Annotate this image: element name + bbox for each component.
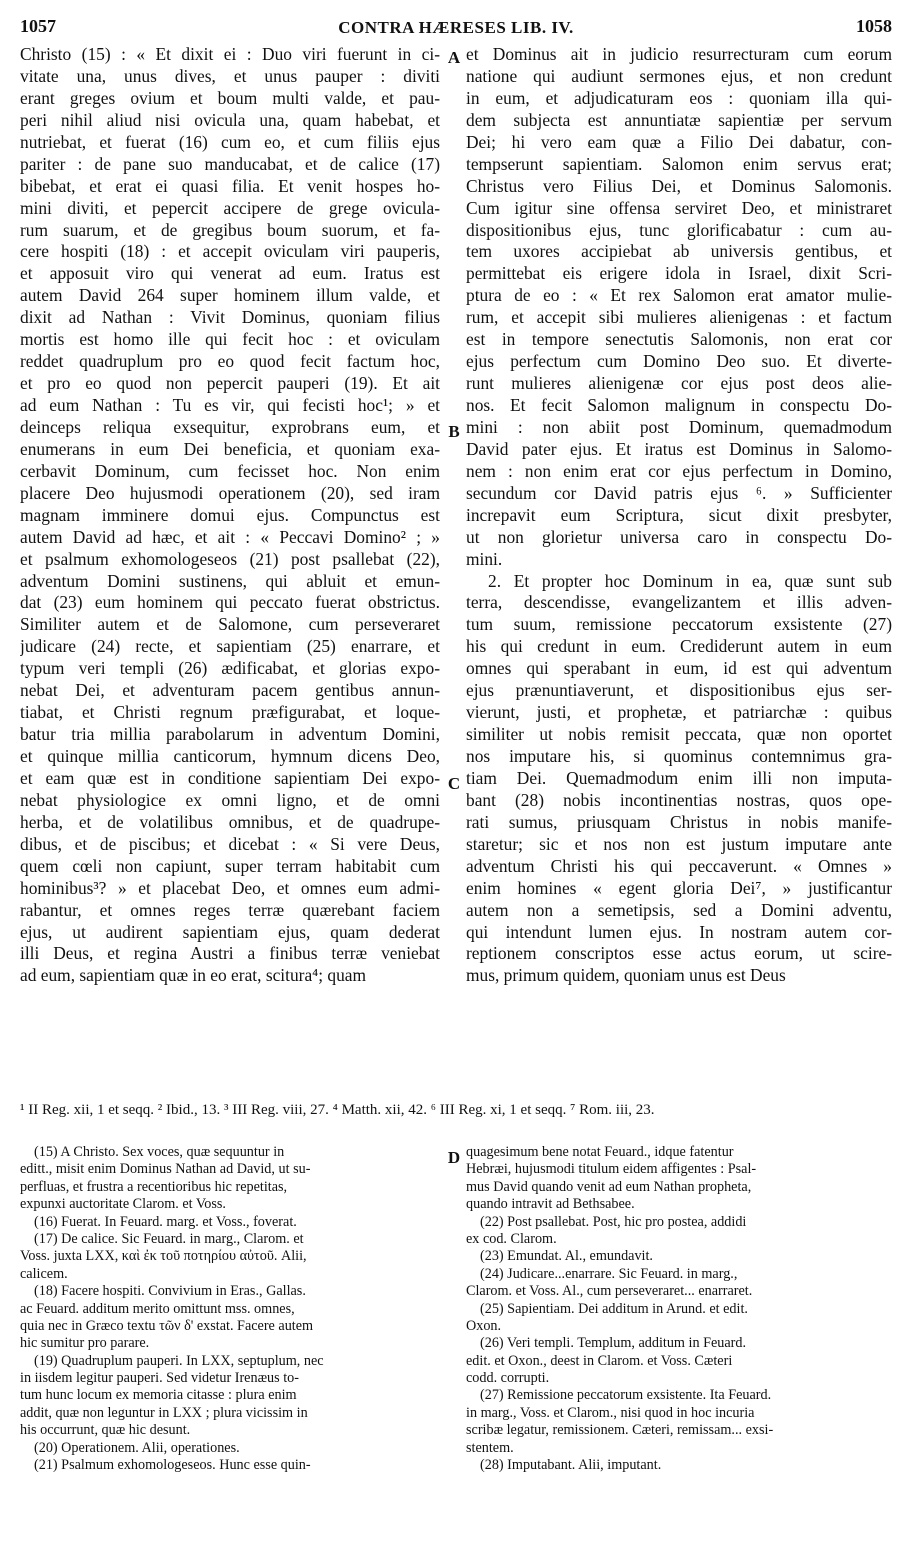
text-line: autem David 264 super hominem illum valde, et xyxy=(20,285,440,306)
text-line: dixit ad Nathan : Vivit Dominus, quoniam filius xyxy=(20,307,440,328)
footnote-line: expunxi auctoritate Clarom. et Voss. xyxy=(20,1196,226,1213)
text-line: batur tria millia parabolarum in adventum Domini, xyxy=(20,724,440,745)
left-footnotes xyxy=(20,1144,440,1474)
text-line: dat (23) eum hominem qui peccato fuerat obstrictus. xyxy=(20,592,440,613)
text-line: placere Deo hujusmodi operationem (20), sed iram xyxy=(20,482,440,503)
text-line: adventum Domini sustinens, qui abluit et emun- xyxy=(20,570,440,591)
footnote-line: edit. et Oxon., deest in Clarom. et Voss. Cæteri xyxy=(466,1352,733,1369)
footnote-line: Oxon. xyxy=(466,1317,502,1334)
text-line: mini. xyxy=(466,548,503,569)
text-line: natione qui audiunt sermones ejus, et non credunt xyxy=(466,65,892,86)
text-line: tempserunt sapientiam. Salomon enim servus erat; xyxy=(466,153,892,174)
text-line: nebat Dei, et adventuram pacem gentibus annun- xyxy=(20,680,440,701)
text-line: peri nihil aliud nisi ovicula una, quam habebat, et xyxy=(20,109,440,130)
text-line: typum veri templi (26) ædificabat, et glorias expo- xyxy=(20,658,440,679)
text-line: et apposuit viro qui venerat ad eum. Iratus est xyxy=(20,263,440,284)
text-line: secundum cor David patris ejus ⁶. » Sufficienter xyxy=(466,482,892,503)
footnote-line: codd. corrupti. xyxy=(466,1370,550,1387)
footnote-line: scribæ legatur, remissionem. Cæteri, remissam... exsi- xyxy=(466,1422,774,1439)
text-line: rabantur, et omnes reges terræ quærebant faciem xyxy=(20,899,440,920)
text-line: et pro eo quod non pepercit pauperi (19). Et ait xyxy=(20,373,440,394)
text-line: adventum Christi his qui peccaverunt. « Omnes » xyxy=(466,855,892,876)
footnote-line: mus David quando venit ad eum Nathan propheta, xyxy=(466,1178,752,1195)
footnote-line: (20) Operationem. Alii, operationes. xyxy=(34,1439,240,1456)
text-line: vierunt, justi, et prophetæ, et patriarchæ : quibus xyxy=(466,702,892,723)
text-line: rum, et accepit sibi mulieres alienigenas : et factum xyxy=(466,307,892,328)
footnote-line: Hebræi, hujusmodi titulum eidem affigentes : Psal- xyxy=(466,1161,757,1178)
text-line: tem uxores accipiebat ab universis gentibus, et xyxy=(466,241,892,262)
text-line: enim homines « egent gloria Dei⁷, » justificantur xyxy=(466,877,892,898)
footnote-line: (21) Psalmum exhomologeseos. Hunc esse quin- xyxy=(34,1457,311,1474)
footnote-line: (19) Quadruplum pauperi. In LXX, septuplum, nec xyxy=(34,1352,324,1369)
footnote-line: quia nec in Græco textu τῶν δ' exstat. Facere autem xyxy=(20,1317,314,1334)
text-line: Christus vero Filius Dei, et Dominus Salomonis. xyxy=(466,175,892,196)
text-line: quem cœli non capiunt, super terram habitabit cum xyxy=(20,855,440,876)
text-line: ut non glorietur universa caro in conspectu Do- xyxy=(466,526,892,547)
text-line: et Dominus ait in judicio resurrecturam cum eorum xyxy=(466,44,892,64)
text-line: 2. Et propter hoc Dominum in ea, quæ sunt sub xyxy=(488,570,892,591)
text-line: ejus perfectum cum Domino Deo suo. Et diverte- xyxy=(466,351,892,372)
margin-marker-b: B xyxy=(448,422,460,441)
footnote-line: editt., misit enim Dominus Nathan ad David, ut su- xyxy=(20,1161,311,1178)
footnote-line: (22) Post psallebat. Post, hic pro postea, addidi xyxy=(480,1213,747,1230)
text-line: increpavit eum Scriptura, sicut dixit presbyter, xyxy=(466,504,892,525)
footnote-line: stentem. xyxy=(466,1439,514,1456)
text-line: tiam Dei. Quemadmodum enim illi non imputa- xyxy=(466,767,892,788)
text-line: autem David ad hæc, et ait : « Peccavi Domino² ; » xyxy=(20,526,440,547)
text-line: runt mulieres alienigenæ cor ejus post deos alie- xyxy=(466,373,892,394)
running-title: CONTRA HÆRESES LIB. IV. xyxy=(338,18,574,37)
right-text-column xyxy=(466,44,892,1098)
text-line: dibus, et de piscibus; et dicebat : « Si vere Deus, xyxy=(20,833,440,854)
text-line: deinceps reliqua exsequitur, exprobrans eum, et xyxy=(20,416,440,437)
text-line: judicare (24) recte, et sapientiam (25) enarrare, et xyxy=(20,636,440,657)
text-line: bant (28) nobis incontinentias nostras, quos ope- xyxy=(466,789,892,810)
text-line: nebat physiologice ex omni ligno, et de omni xyxy=(20,789,440,810)
text-line: mini : non abiit post Dominum, quemadmodum xyxy=(466,416,892,437)
footnote-line: addit, quæ non leguntur in LXX ; plura vicissim in xyxy=(20,1404,308,1421)
text-line: ejus, ut audirent sapientiam ejus, quam dederat xyxy=(20,921,440,942)
text-line: pariter : de pane suo manducabat, et de calice (17) xyxy=(20,153,440,174)
footnote-line: hic sumitur pro parare. xyxy=(20,1335,150,1352)
text-line: tum suum, remissione peccatorum exsistente (27) xyxy=(466,614,892,635)
text-line: et quinque millia canticorum, hymnum dicens Deo, xyxy=(20,746,440,766)
text-line: Cum igitur sine offensa serviret Deo, et ministraret xyxy=(466,197,892,218)
text-line: staretur; sic et nos non est justum imputare ante xyxy=(466,833,892,854)
running-header xyxy=(20,16,892,42)
footnote-line: perfluas, et frustra a recentioribus hic repetitas, xyxy=(20,1178,288,1195)
text-line: hominibus³? » et placebat Deo, et omnes eum admi- xyxy=(20,877,440,898)
footnote-line: in iisdem legitur pauperi. Sed videtur Irenæus to- xyxy=(20,1370,299,1387)
text-line: reptionem conscriptos esse actus eorum, ut scire- xyxy=(466,943,892,964)
text-line: dispositionibus ejus, tunc glorificabatur : cum au- xyxy=(466,219,892,240)
text-line: cere hospiti (18) : et accepit oviculam viri pauperis, xyxy=(20,241,440,262)
text-line: erant greges ovium et boum multi valde, et pau- xyxy=(20,87,440,108)
text-line: mus, primum quidem, quoniam unus est Deus xyxy=(466,965,786,986)
margin-marker-c: C xyxy=(447,774,461,793)
text-line: est in tempore senectutis Salomonis, non erat cor xyxy=(466,329,892,350)
footnote-line: quando intravit ad Bethsabee. xyxy=(466,1196,635,1213)
footnote-line: tum hunc locum ex memoria citasse : plura enim xyxy=(20,1387,297,1404)
text-line: enumerans in eum Dei beneficia, et quoniam exa- xyxy=(20,438,440,459)
text-line: similiter ut nobis remisit peccata, quæ non oportet xyxy=(466,724,892,745)
text-line: et eam quæ est in conditione sapientiam Dei expo- xyxy=(20,767,440,788)
text-line: rati sumus, priusquam Christus in nobis manife- xyxy=(466,811,892,832)
footnote-line: (25) Sapientiam. Dei additum in Arund. et edit. xyxy=(480,1300,748,1317)
footnote-line: ex cod. Clarom. xyxy=(466,1230,557,1247)
text-line: vitate una, unus dives, et unus pauper : diviti xyxy=(20,65,440,86)
text-line: qui intendunt lumen ejus. In nostram autem cor- xyxy=(466,921,892,942)
footnote-line: quagesimum bene notat Feuard., idque fatentur xyxy=(466,1144,734,1160)
text-line: nutriebat, et fuerat (16) cum eo, et cum filiis ejus xyxy=(20,131,440,152)
footnote-line: (26) Veri templi. Templum, additum in Feuard. xyxy=(480,1335,747,1352)
text-line: illi Deus, et regina Austri a finibus terræ veniebat xyxy=(20,943,440,964)
text-line: nem : non enim erat cor ejus perfectum in Domino, xyxy=(466,460,892,481)
footnote-line: (28) Imputabant. Alii, imputant. xyxy=(480,1457,662,1474)
text-line: bibebat, et erat ei quasi filia. Et venit hospes ho- xyxy=(20,175,440,196)
text-line: magnam imminere domui ejus. Compunctus est xyxy=(20,504,440,525)
footnote-line: (27) Remissione peccatorum exsistente. Ita Feuard. xyxy=(480,1387,772,1404)
margin-marker-d: D xyxy=(447,1148,461,1167)
text-line: nos. Et fecit Salomon malignum in conspectu Do- xyxy=(466,395,892,415)
text-line: tiabat, et Christi regnum præfigurabat, et loque- xyxy=(20,702,440,723)
footnote-line: (16) Fuerat. In Feuard. marg. et Voss., foverat. xyxy=(34,1213,297,1230)
text-line: Similiter autem et de Salomone, cum perseveraret xyxy=(20,614,440,635)
text-line: rum suarum, et de gregibus boum suorum, et fa- xyxy=(20,219,440,240)
footnote-line: (15) A Christo. Sex voces, quæ sequuntur in xyxy=(34,1144,285,1160)
footnote-line: (23) Emundat. Al., emundavit. xyxy=(480,1248,653,1265)
footnote-line: (17) De calice. Sic Feuard. in marg., Clarom. et xyxy=(34,1230,304,1247)
text-line: his qui credunt in eum. Crediderunt autem in eum xyxy=(466,636,892,657)
text-line: mini diviti, et pepercit accipere de grege ovicula- xyxy=(20,197,440,218)
page-number-left: 1057 xyxy=(20,16,56,36)
text-line: herba, et de volatilibus omnibus, et de quadrupe- xyxy=(20,811,440,832)
footnote-line: Clarom. et Voss. Al., cum perseveraret... enarraret. xyxy=(466,1283,753,1300)
text-line: Dei; hi vero eam quæ a Filio Dei dabatur, con- xyxy=(466,131,892,152)
footnote-line: ac Feuard. additum merito omittunt mss. omnes, xyxy=(20,1300,295,1317)
text-line: nos imputare his, si quominus contemnimus gra- xyxy=(466,746,892,766)
text-line: ad eum Nathan : Tu es vir, qui fecisti hoc¹; » et xyxy=(20,395,440,415)
text-line: et psalmum exhomologeseos (21) post psallebat (22), xyxy=(20,548,440,569)
footnote-line: Voss. juxta LXX, καὶ ἐκ τοῦ ποτηρίου αὐτοῦ. Alii, xyxy=(20,1248,307,1265)
text-line: mortis est homo ille qui fecit hoc : et oviculam xyxy=(20,329,440,350)
scripture-references: ¹ II Reg. xii, 1 et seqq. ² Ibid., 13. ³ III Reg. viii, 27. ⁴ Matth. xii, 42. ⁶ III Reg. xi, 1 et seqq. ⁷ Rom. iii, 23. xyxy=(20,1102,655,1118)
text-line: reddet quadruplum pro eo quod fecit factum hoc, xyxy=(20,351,440,372)
text-line: in eum, et adjudicaturam eos : quoniam illa qui- xyxy=(466,87,892,108)
margin-marker-a: A xyxy=(447,48,461,67)
text-line: dem subjecta est annuntiatæ sapientiæ per servum xyxy=(466,109,892,130)
left-text-column xyxy=(20,44,440,1098)
text-line: ad eum, sapientiam quæ in eo erat, scitura⁴; quam xyxy=(20,965,367,986)
footnote-line: his occurrunt, quæ hic desunt. xyxy=(20,1422,191,1439)
text-line: omnes qui sperabant in eum, id est qui adventum xyxy=(466,658,892,679)
footnote-line: (18) Facere hospiti. Convivium in Eras., Gallas. xyxy=(34,1283,306,1300)
text-line: permittebat eis erigere idola in Israel, dixit Scri- xyxy=(466,263,892,284)
footnote-line: (24) Judicare...enarrare. Sic Feuard. in marg., xyxy=(480,1265,738,1282)
text-line: ejus prænuntiaverunt, et dispositionibus ejus ser- xyxy=(466,680,892,701)
text-line: cerbavit Dominum, cum fecisset hoc. Non enim xyxy=(20,460,440,481)
text-line: Christo (15) : « Et dixit ei : Duo viri fuerunt in ci- xyxy=(20,44,440,64)
text-line: David pater ejus. Et iratus est Dominus in Salomo- xyxy=(466,438,892,459)
text-line: ptura de eo : « Et rex Salomon erat amator mulie- xyxy=(466,285,892,306)
text-line: terra, descendisse, evangelizantem et illis adven- xyxy=(466,592,892,613)
text-line: autem non a semetipsis, sed a Domini adventu, xyxy=(466,899,892,920)
right-footnotes xyxy=(466,1144,892,1474)
footnote-line: calicem. xyxy=(20,1265,68,1282)
page-number-right: 1058 xyxy=(856,16,892,36)
footnote-line: in marg., Voss. et Clarom., nisi quod in hoc incuria xyxy=(466,1404,755,1421)
